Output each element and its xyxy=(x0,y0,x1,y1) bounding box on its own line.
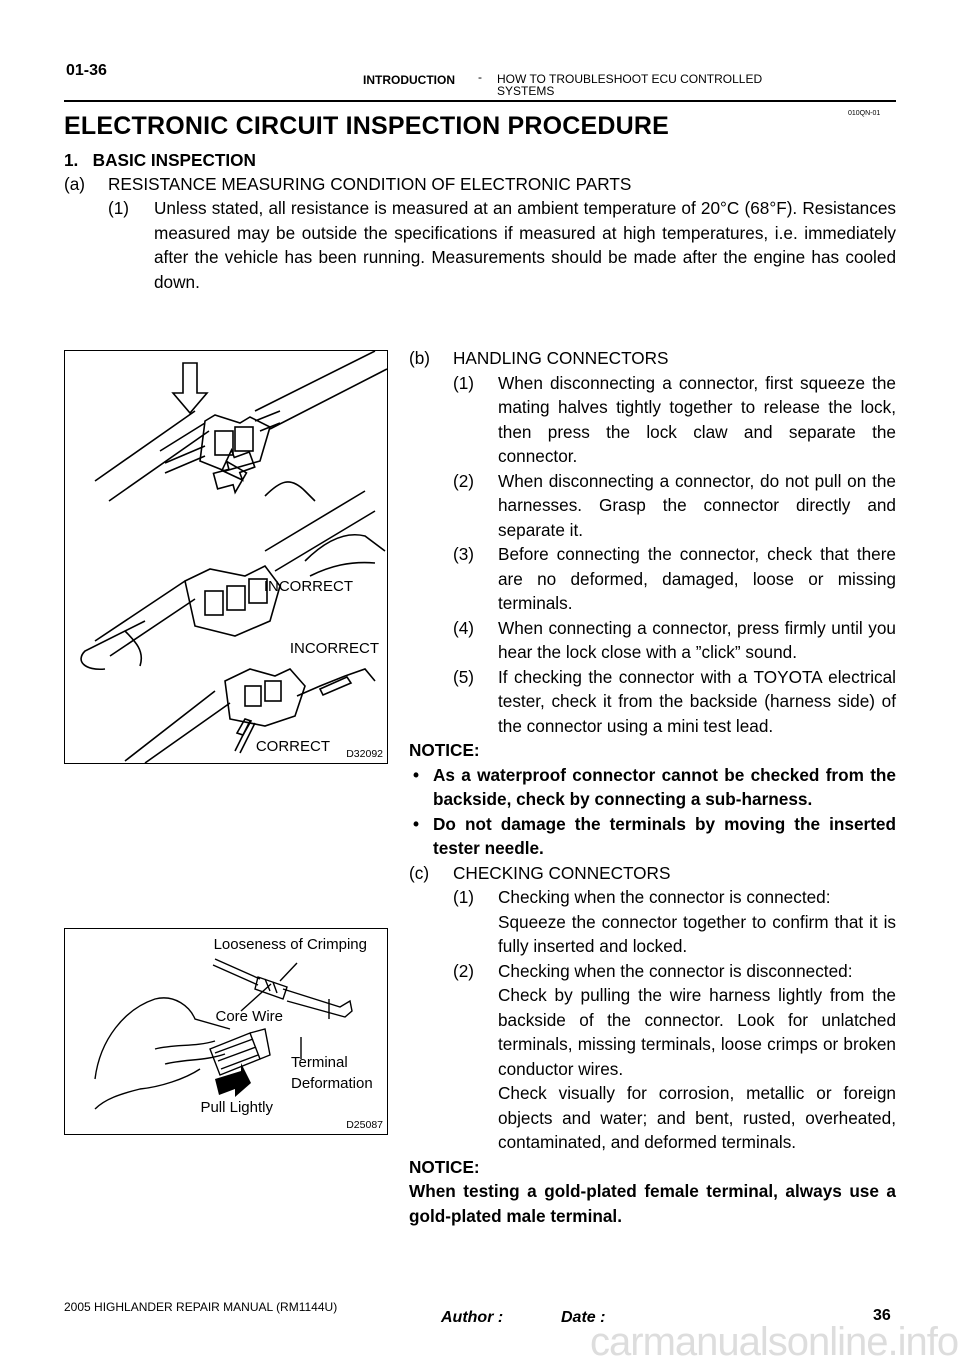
notice-label: NOTICE: xyxy=(409,740,480,760)
section-c-list xyxy=(453,885,896,1155)
label-pull-lightly: Pull Lightly xyxy=(200,1099,273,1116)
item-text: When disconnecting a connector, first squeeze the mating halves tightly together to release the lock, then press the lock claw and separate the connector. xyxy=(498,372,896,466)
list-item xyxy=(453,469,896,543)
page-code: 01-36 xyxy=(66,62,107,79)
item-number: (1) xyxy=(453,887,475,907)
list-item xyxy=(453,885,896,910)
section-c-label: (c) xyxy=(409,862,430,883)
doc-id: 010QN-01 xyxy=(848,110,881,117)
item-text: Before connecting the connector, check that there are no deformed, damaged, loose or missing terminals. xyxy=(498,544,896,613)
section-c-heading xyxy=(409,861,896,886)
label-looseness: Looseness of Crimping xyxy=(213,936,367,953)
figure-id: D32092 xyxy=(346,748,383,760)
section-heading: 1. BASIC INSPECTION xyxy=(64,150,256,170)
figure-connector-handling xyxy=(64,350,388,764)
list-item xyxy=(453,616,896,665)
footer-date: Date : xyxy=(561,1309,606,1326)
item-heading: Checking when the connector is connected: xyxy=(498,887,831,907)
subsection-a-label: (a) xyxy=(64,174,86,194)
item-number: (2) xyxy=(453,960,475,981)
notice-item xyxy=(409,812,896,861)
item-number: (1) xyxy=(108,198,130,218)
item-number: (1) xyxy=(453,372,475,393)
figure-crimp-check xyxy=(64,928,388,1135)
list-item xyxy=(453,959,896,984)
section-b-label: (b) xyxy=(409,348,431,368)
list-item xyxy=(453,542,896,616)
notice-text: When testing a gold-plated female terminal, always use a gold-plated male terminal. xyxy=(409,1181,896,1226)
item-number: (2) xyxy=(453,470,475,491)
item-text: When connecting a connector, press firmly until you hear the lock close with a ”click” sound. xyxy=(498,617,896,662)
pull-arrow-icon xyxy=(215,1063,251,1097)
connector-illustration xyxy=(65,351,387,763)
paragraph-a1 xyxy=(108,196,896,294)
item-number: (5) xyxy=(453,666,475,687)
section-b-title: HANDLING CONNECTORS xyxy=(453,348,669,368)
label-correct: CORRECT xyxy=(255,738,330,755)
item-text: Unless stated, all resistance is measured at an ambient temperature of 20°C (68°F). Resistances measured may be outside the specifications if measured at high temperatures, i.e. immediately after the vehicle has been running. Measurements should be made after the engine has cooled down. xyxy=(154,198,896,292)
item-text: When disconnecting a connector, do not pull on the harnesses. Grasp the connector directly and separate it. xyxy=(498,470,896,540)
header-dash: - xyxy=(478,70,482,84)
label-deformation: Deformation xyxy=(291,1075,373,1092)
subsection-a-heading xyxy=(64,172,896,197)
page-number: 36 xyxy=(873,1307,891,1324)
figure-id: D25087 xyxy=(346,1119,383,1131)
notice-text: As a waterproof connector cannot be checked from the backside, check by connecting a sub-harness. xyxy=(433,764,896,809)
notice-item xyxy=(409,763,896,812)
notice-label: NOTICE: xyxy=(409,1156,480,1177)
list-item xyxy=(453,371,896,469)
header-title: HOW TO TROUBLESHOOT ECU CONTROLLED SYSTEMS xyxy=(497,72,763,98)
header-section: INTRODUCTION xyxy=(363,73,455,87)
item-text: Squeeze the connector together to confirm that it is fully inserted and locked. xyxy=(498,911,896,956)
notice-text: Do not damage the terminals by moving the inserted tester needle. xyxy=(433,813,896,858)
header-rule xyxy=(64,100,896,102)
page-title: ELECTRONIC CIRCUIT INSPECTION PROCEDURE xyxy=(64,112,670,140)
section-b-heading xyxy=(409,346,896,371)
section-b xyxy=(409,346,896,1228)
label-terminal: Terminal xyxy=(291,1054,348,1071)
subsection-a-title: RESISTANCE MEASURING CONDITION OF ELECTRONIC PARTS xyxy=(108,174,632,194)
item-text: If checking the connector with a TOYOTA electrical tester, check it from the backside (harness side) of the connector using a mini test lead. xyxy=(498,666,896,736)
item-heading: Checking when the connector is disconnected: xyxy=(498,960,853,981)
bullet-icon: • xyxy=(413,764,420,785)
footer-manual: 2005 HIGHLANDER REPAIR MANUAL (RM1144U) xyxy=(64,1300,338,1314)
item-text: Check by pulling the wire harness lightly from the backside of the connector. Look for unlatched terminals, missing terminals, loose crimps or broken conductor wires. xyxy=(498,985,896,1079)
bullet-icon: • xyxy=(413,813,420,834)
section-c-title: CHECKING CONNECTORS xyxy=(453,862,671,883)
section-b-list xyxy=(453,371,896,739)
list-item xyxy=(453,665,896,739)
label-incorrect-2: INCORRECT xyxy=(289,640,379,657)
footer-author: Author : xyxy=(441,1309,504,1326)
item-number: (3) xyxy=(453,544,475,564)
item-number: (4) xyxy=(453,617,475,638)
label-core-wire: Core Wire xyxy=(215,1008,283,1025)
watermark: carmanualsonline.info xyxy=(590,1320,959,1364)
terminal-illustration xyxy=(65,929,387,1134)
label-incorrect-1: INCORRECT xyxy=(263,578,353,595)
item-text: Check visually for corrosion, metallic or foreign objects and water; and bent, rusted, overheated, contaminated, and deformed terminals. xyxy=(498,1083,896,1152)
